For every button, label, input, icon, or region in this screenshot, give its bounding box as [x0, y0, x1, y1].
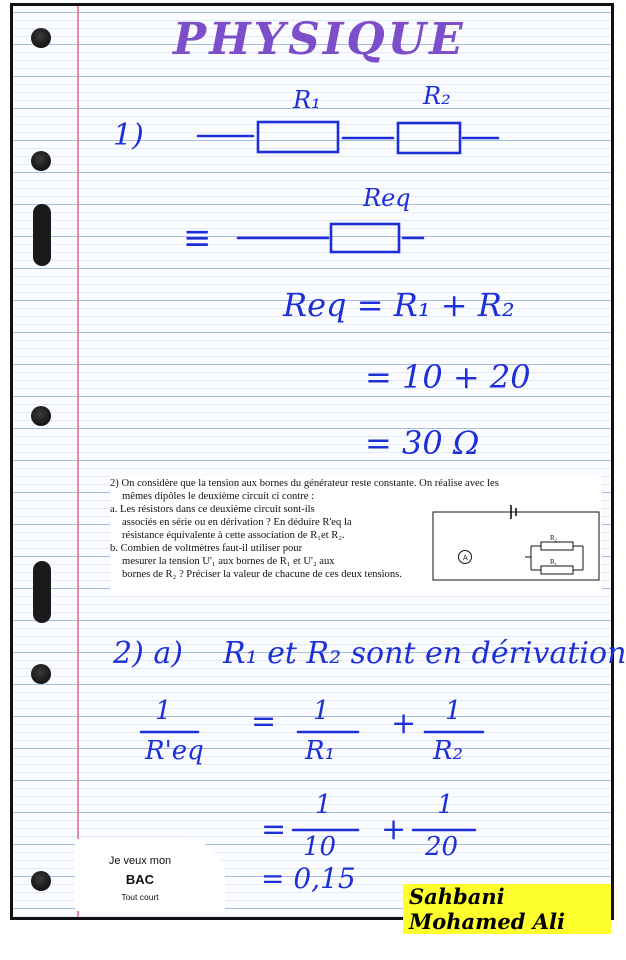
part2-statement: R₁ et R₂ sont en dérivation	[223, 636, 626, 671]
stamp-line-2: BAC	[125, 872, 155, 887]
exercise-line: mêmes dipôles le deuxième circuit ci contre :	[122, 491, 315, 502]
lhs-fraction-denominator: R'eq	[145, 736, 204, 766]
notebook-page	[10, 3, 626, 934]
fraction-c-denominator: 10	[303, 832, 337, 862]
circuit-r1-label: R₁	[550, 558, 558, 566]
circuit-r2-label: R₂	[550, 534, 558, 542]
page-title: PHYSIQUE	[173, 14, 466, 65]
part2-label: 2) a)	[113, 636, 183, 671]
req-result: = 30 Ω	[365, 424, 480, 462]
equals-sign: =	[251, 704, 277, 739]
fraction-d-denominator: 20	[425, 832, 459, 862]
exercise-line: b. Combien de voltmètres faut-il utiliser pour	[110, 543, 303, 554]
lhs-fraction-numerator: 1	[155, 696, 172, 726]
r2-label: R₂	[423, 82, 451, 110]
exercise-line: mesurer la tension U'₁ aux bornes de R₁ et U'₂ aux	[122, 556, 335, 567]
part1-label: 1)	[113, 118, 144, 153]
plus-sign: +	[391, 706, 417, 741]
exercise-line: bornes de R₂ ? Préciser la valeur de chacune de ces deux tensions.	[122, 569, 402, 580]
r1-label: R₁	[293, 86, 321, 114]
req-formula: Req = R₁ + R₂	[283, 286, 515, 324]
exercise-line: 2) On considère que la tension aux bornes du générateur reste constante. On réalise avec les	[110, 478, 499, 489]
author-signature: Sahbani Mohamed Ali	[403, 884, 611, 934]
fraction-c-numerator: 1	[315, 790, 332, 820]
exercise-line: associés en série ou en dérivation ? En déduire R'eq la	[122, 517, 352, 528]
fraction-b-denominator: R₂	[433, 736, 463, 766]
fraction-a-denominator: R₁	[305, 736, 335, 766]
equals-sign: =	[261, 812, 287, 847]
fraction-bars	[13, 6, 613, 906]
stamp-line-3: Tout court	[121, 892, 159, 902]
req-numeric: = 10 + 20	[365, 358, 531, 396]
fraction-d-numerator: 1	[437, 790, 454, 820]
motto-stamp	[75, 839, 225, 911]
fraction-a-numerator: 1	[313, 696, 330, 726]
ammeter-label: A	[463, 555, 468, 562]
req-label: Req	[363, 184, 411, 212]
fraction-b-numerator: 1	[445, 696, 462, 726]
final-value: = 0,15	[261, 862, 356, 895]
stamp-line-1: Je veux mon	[108, 855, 172, 867]
equivalent-sign: ≡	[183, 218, 212, 258]
plus-sign: +	[381, 812, 407, 847]
exercise-line: a. Les résistors dans ce deuxième circuit sont-ils	[110, 504, 315, 515]
exercise-line: résistance équivalente à cette association de R₁et R₂.	[122, 530, 345, 541]
